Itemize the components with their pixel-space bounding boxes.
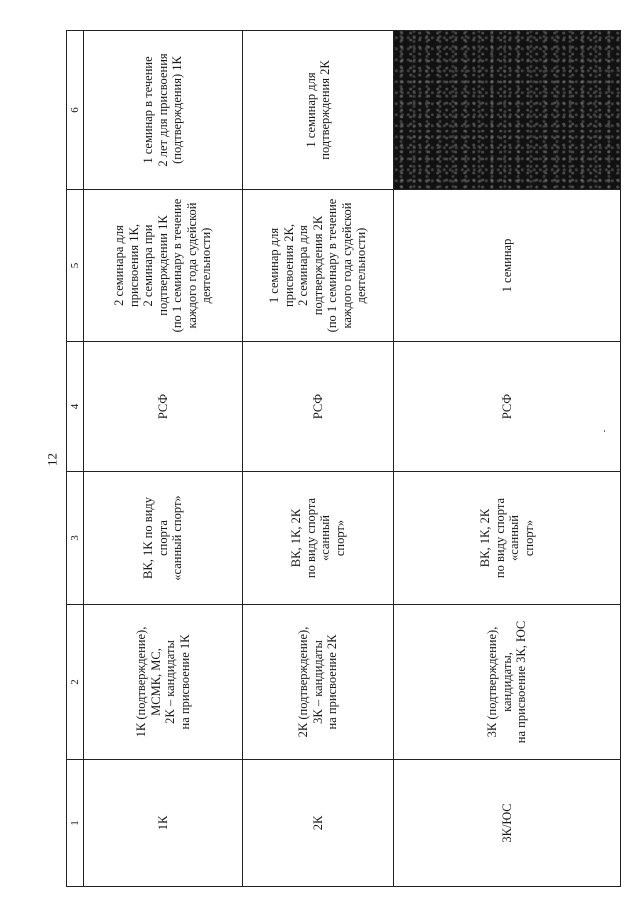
category-cell: 1К (84, 760, 243, 887)
column-number: 4 (67, 342, 84, 472)
category-cell: 3К/ЮС (394, 760, 621, 887)
category-cell: 2К (243, 760, 394, 887)
events-cell: ВК, 1К, 2К по виду спорта «санный спорт» (394, 472, 621, 605)
seminars-cell: 2 семинара для присвоения 1К, 2 семинара при подтверждении 1К (по 1 семинару в течение каждого года судейской деятельности) (84, 190, 243, 342)
seminars-cell: 1 семинар (394, 190, 621, 342)
table-row (243, 31, 394, 887)
rotated-table-sheet (66, 31, 612, 887)
table-row (394, 31, 621, 887)
participants-cell: 3К (подтверждение), кандидаты, на присвоение 3К, ЮС (394, 605, 621, 760)
column-number: 2 (67, 605, 84, 760)
events-cell: ВК, 1К, 2К по виду спорта «санный спорт» (243, 472, 394, 605)
column-number: 1 (67, 760, 84, 887)
requirement-cell: 1 семинар в течение 2 лет для присвоения (подтверждения) 1К (84, 31, 243, 190)
column-number: 6 (67, 31, 84, 190)
table-row (84, 31, 243, 887)
column-number: 3 (67, 472, 84, 605)
organizer-cell: РСФ (394, 342, 621, 472)
seminar-schedule-table (66, 30, 621, 887)
organizer-cell: РСФ (84, 342, 243, 472)
events-cell: ВК, 1К по виду спорта «санный спорт» (84, 472, 243, 605)
seminars-cell: 1 семинар для присвоения 2К, 2 семинара для подтверждения 2К (по 1 семинару в течение каждого года судейской деятельности) (243, 190, 394, 342)
column-number: 5 (67, 190, 84, 342)
participants-cell: 2К (подтверждение), 3К – кандидаты на присвоение 2К (243, 605, 394, 760)
requirement-cell: 1 семинар для подтверждения 2К (243, 31, 394, 190)
redacted-cell (394, 31, 621, 190)
page-number: 12 (44, 453, 60, 466)
column-number-row (67, 31, 84, 887)
participants-cell: 1К (подтверждение), МСМК, МС, 2К – кандидаты на присвоение 1К (84, 605, 243, 760)
organizer-cell: РСФ (243, 342, 394, 472)
